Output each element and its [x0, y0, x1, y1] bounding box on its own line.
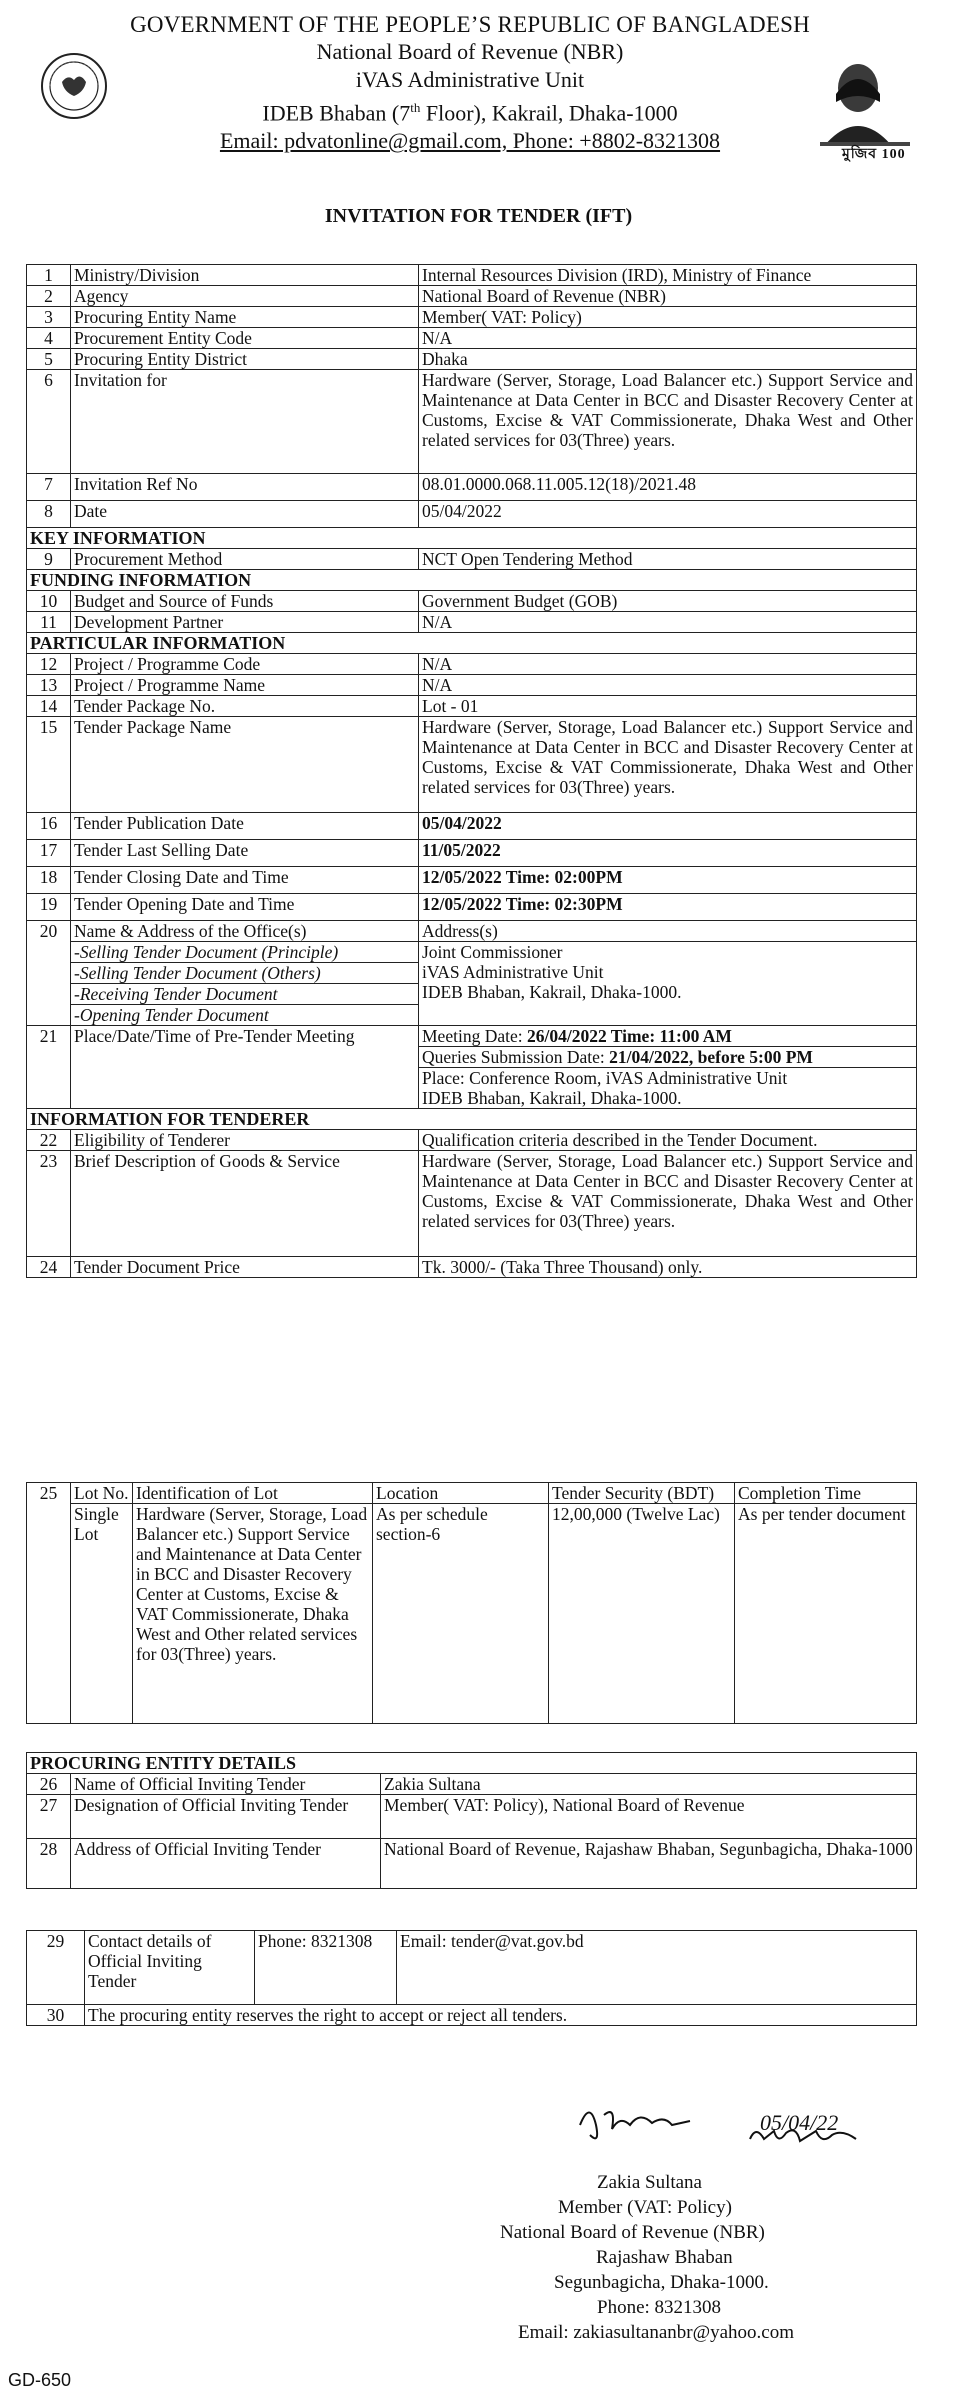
- meeting-datetime: 26/04/2022 Time: 11:00 AM: [526, 1026, 732, 1046]
- signatory-name: Zakia Sultana: [597, 2172, 702, 2193]
- row-number: 20: [27, 921, 71, 1026]
- table-row: [27, 2005, 917, 2026]
- signatory-designation: Member (VAT: Policy): [558, 2197, 732, 2218]
- row-label: Invitation for: [71, 370, 419, 474]
- row-label: Tender Publication Date: [71, 813, 419, 840]
- table-row: [27, 1839, 917, 1889]
- footer-code: GD-650: [8, 2370, 72, 2390]
- table-row: [27, 370, 917, 474]
- row-number: 25: [27, 1483, 71, 1724]
- government-seal-icon: [40, 52, 108, 120]
- section-heading: FUNDING INFORMATION: [27, 570, 917, 591]
- row-number: 22: [27, 1130, 71, 1151]
- row-label: Contact details of Official Inviting Tender: [85, 1931, 255, 2005]
- section-heading-row: [27, 1753, 917, 1774]
- signatory-email[interactable]: Email: zakiasultananbr@yahoo.com: [518, 2322, 795, 2343]
- table-row: [27, 1504, 917, 1724]
- office-address: IDEB Bhaban (7th Floor), Kakrail, Dhaka-1000: [262, 100, 678, 126]
- row-label: Address of Official Inviting Tender: [71, 1839, 381, 1889]
- row-label: Project / Programme Code: [71, 654, 419, 675]
- row-value: 12/05/2022 Time: 02:00PM: [419, 867, 917, 894]
- opening-label: -Opening Tender Document: [74, 1005, 269, 1025]
- column-header: Lot No.: [71, 1483, 133, 1504]
- section-heading: PROCURING ENTITY DETAILS: [27, 1753, 917, 1774]
- row-number: 5: [27, 349, 71, 370]
- emblem-text: মুজিব 100: [842, 147, 906, 162]
- row-number: 11: [27, 612, 71, 633]
- section-heading-row: [27, 1109, 917, 1130]
- row-label: Tender Document Price: [71, 1257, 419, 1278]
- lot-identification: Hardware (Server, Storage, Load Balancer etc.) Support Service and Maintenance at Data Center in BCC and Disaster Recovery Center at Customs, Excise & VAT Commissionerate, Dhaka West and Other related services for 03(Three) years.: [133, 1504, 373, 1724]
- row-value: NCT Open Tendering Method: [419, 549, 917, 570]
- signature-date: 05/04/22: [760, 2110, 839, 2135]
- row-label: Agency: [71, 286, 419, 307]
- table-row: [27, 549, 917, 570]
- row-number: 6: [27, 370, 71, 474]
- row-number: 18: [27, 867, 71, 894]
- tender-table: [26, 264, 917, 1278]
- lot-number: Single Lot: [71, 1504, 133, 1724]
- table-row: [27, 265, 917, 286]
- contact-line[interactable]: Email: pdvatonline@gmail.com, Phone: +8802-8321308: [219, 128, 721, 154]
- lot-table: [26, 1482, 917, 1724]
- lot-completion: As per tender document: [735, 1504, 917, 1724]
- row-number: 14: [27, 696, 71, 717]
- board-name: National Board of Revenue (NBR): [316, 39, 624, 64]
- signatory-phone: Phone: 8321308: [597, 2297, 722, 2318]
- row-value: 12/05/2022 Time: 02:30PM: [419, 894, 917, 921]
- row-value: Hardware (Server, Storage, Load Balancer etc.) Support Service and Maintenance at Data Center in BCC and Disaster Recovery Center at Customs, Excise & VAT Commissionerate, Dhaka West and Other related services for 03(Three) years.: [419, 1151, 917, 1257]
- signatory-organization: National Board of Revenue (NBR): [500, 2222, 765, 2243]
- row-number: 13: [27, 675, 71, 696]
- row-label: Tender Last Selling Date: [71, 840, 419, 867]
- table-row: [27, 1483, 917, 1504]
- queries-date: [419, 1047, 916, 1068]
- page-title: INVITATION FOR TENDER (IFT): [324, 205, 633, 227]
- table-row: [27, 591, 917, 612]
- table-row: [27, 501, 917, 528]
- table-row: [27, 1130, 917, 1151]
- row-value: Hardware (Server, Storage, Load Balancer etc.) Support Service and Maintenance at Data Center in BCC and Disaster Recovery Center at Customs, Excise & VAT Commissionerate, Dhaka West and Other related services for 03(Three) years.: [419, 370, 917, 474]
- row-value: N/A: [419, 328, 917, 349]
- meeting-cell: [419, 1026, 917, 1109]
- column-header: Completion Time: [735, 1483, 917, 1504]
- row-value: N/A: [419, 654, 917, 675]
- row-value: N/A: [419, 612, 917, 633]
- row-value: 05/04/2022: [419, 813, 917, 840]
- row-label: Procuring Entity Name: [71, 307, 419, 328]
- row-number: 23: [27, 1151, 71, 1257]
- section-heading: PARTICULAR INFORMATION: [27, 633, 917, 654]
- office-roles-cell: [71, 921, 419, 1026]
- table-row: [27, 349, 917, 370]
- row-label: Eligibility of Tenderer: [71, 1130, 419, 1151]
- selling-principle-label: -Selling Tender Document (Principle): [71, 942, 418, 963]
- row-number: 9: [27, 549, 71, 570]
- row-number: 15: [27, 717, 71, 813]
- receiving-label: -Receiving Tender Document: [71, 984, 418, 1005]
- row-label: Tender Package No.: [71, 696, 419, 717]
- row-label: Procurement Entity Code: [71, 328, 419, 349]
- row-label: Invitation Ref No: [71, 474, 419, 501]
- row-number: 17: [27, 840, 71, 867]
- office-address-cell: [419, 921, 917, 1026]
- table-row: [27, 1774, 917, 1795]
- lot-security: 12,00,000 (Twelve Lac): [549, 1504, 735, 1724]
- row-number: 21: [27, 1026, 71, 1109]
- government-title: GOVERNMENT OF THE PEOPLE’S REPUBLIC OF BANGLADESH: [130, 12, 810, 37]
- table-row: [27, 612, 917, 633]
- letterhead: [120, 12, 820, 155]
- meeting-place-address: IDEB Bhaban, Kakrail, Dhaka-1000.: [422, 1088, 682, 1108]
- table-row: [27, 328, 917, 349]
- row-value: 05/04/2022: [419, 501, 917, 528]
- row-label: Project / Programme Name: [71, 675, 419, 696]
- row-number: 2: [27, 286, 71, 307]
- row-label: Designation of Official Inviting Tender: [71, 1795, 381, 1839]
- lot-location: As per schedule section-6: [373, 1504, 549, 1724]
- row-label: Tender Closing Date and Time: [71, 867, 419, 894]
- table-row: [27, 1795, 917, 1839]
- table-row: [27, 675, 917, 696]
- row-value: Hardware (Server, Storage, Load Balancer etc.) Support Service and Maintenance at Data Center in BCC and Disaster Recovery Center at Customs, Excise & VAT Commissionerate, Dhaka West and Other related services for 03(Three) years.: [419, 717, 917, 813]
- table-row: [27, 1931, 917, 2005]
- column-header: Identification of Lot: [133, 1483, 373, 1504]
- table-row: [27, 1026, 917, 1109]
- row-value: Tk. 3000/- (Taka Three Thousand) only.: [419, 1257, 917, 1278]
- row-value: Government Budget (GOB): [419, 591, 917, 612]
- row-number: 29: [27, 1931, 85, 2005]
- row-label: Procuring Entity District: [71, 349, 419, 370]
- row-value: Dhaka: [419, 349, 917, 370]
- table-row: [27, 813, 917, 840]
- row-value: Member( VAT: Policy), National Board of Revenue: [381, 1795, 917, 1839]
- address-line: IDEB Bhaban, Kakrail, Dhaka-1000.: [422, 982, 682, 1002]
- table-row: [27, 654, 917, 675]
- row-value: N/A: [419, 675, 917, 696]
- row-value: Qualification criteria described in the Tender Document.: [419, 1130, 917, 1151]
- row-number: 8: [27, 501, 71, 528]
- row-number: 4: [27, 328, 71, 349]
- section-heading-row: [27, 633, 917, 654]
- table-row: [27, 921, 917, 1026]
- row-number: 30: [27, 2005, 85, 2026]
- table-row: [27, 1151, 917, 1257]
- table-row: [27, 1257, 917, 1278]
- row-number: 1: [27, 265, 71, 286]
- row-number: 12: [27, 654, 71, 675]
- column-header: Location: [373, 1483, 549, 1504]
- meeting-date: [419, 1026, 916, 1047]
- table-row: [27, 307, 917, 328]
- row-number: 10: [27, 591, 71, 612]
- row-label: Ministry/Division: [71, 265, 419, 286]
- table-row: [27, 286, 917, 307]
- section-heading-row: [27, 528, 917, 549]
- row-number: 24: [27, 1257, 71, 1278]
- unit-name: iVAS Administrative Unit: [355, 67, 585, 92]
- queries-datetime: 21/04/2022, before 5:00 PM: [609, 1047, 813, 1067]
- row-value: 08.01.0000.068.11.005.12(18)/2021.48: [419, 474, 917, 501]
- row-value: National Board of Revenue, Rajashaw Bhaban, Segunbagicha, Dhaka-1000: [381, 1839, 917, 1889]
- signatory-address-1: Rajashaw Bhaban: [596, 2247, 733, 2268]
- row-value: National Board of Revenue (NBR): [419, 286, 917, 307]
- row-number: 16: [27, 813, 71, 840]
- row-label: Budget and Source of Funds: [71, 591, 419, 612]
- row-label: Name & Address of the Office(s): [71, 921, 418, 942]
- row-label: Date: [71, 501, 419, 528]
- row-number: 7: [27, 474, 71, 501]
- table-row: [27, 867, 917, 894]
- row-number: 26: [27, 1774, 71, 1795]
- table-row: [27, 840, 917, 867]
- section-heading: INFORMATION FOR TENDERER: [27, 1109, 917, 1130]
- section-heading-row: [27, 570, 917, 591]
- table-row: [27, 894, 917, 921]
- contact-email[interactable]: Email: tender@vat.gov.bd: [397, 1931, 917, 2005]
- address-heading: Address(s): [419, 921, 916, 942]
- section-heading: KEY INFORMATION: [27, 528, 917, 549]
- row-label: Name of Official Inviting Tender: [71, 1774, 381, 1795]
- meeting-prefix: Meeting Date:: [422, 1026, 527, 1046]
- row-value: Member( VAT: Policy): [419, 307, 917, 328]
- row-value: The procuring entity reserves the right to accept or reject all tenders.: [85, 2005, 917, 2026]
- address-line: Joint Commissioner: [422, 942, 563, 962]
- row-label: Procurement Method: [71, 549, 419, 570]
- meeting-place: Place: Conference Room, iVAS Administrative Unit: [422, 1068, 788, 1088]
- row-value: Lot - 01: [419, 696, 917, 717]
- address-line: iVAS Administrative Unit: [422, 962, 604, 982]
- column-header: Tender Security (BDT): [549, 1483, 735, 1504]
- row-label: Brief Description of Goods & Service: [71, 1151, 419, 1257]
- table-row: [27, 696, 917, 717]
- selling-others-label: -Selling Tender Document (Others): [71, 963, 418, 984]
- signatory-address-2: Segunbagicha, Dhaka-1000.: [554, 2272, 769, 2293]
- row-value: 11/05/2022: [419, 840, 917, 867]
- queries-prefix: Queries Submission Date:: [422, 1047, 610, 1067]
- table-row: [27, 474, 917, 501]
- table-row: [27, 717, 917, 813]
- row-label: Tender Package Name: [71, 717, 419, 813]
- contact-table: [26, 1930, 917, 2026]
- row-number: 27: [27, 1795, 71, 1839]
- procuring-entity-table: [26, 1752, 917, 1889]
- row-number: 28: [27, 1839, 71, 1889]
- row-label: Development Partner: [71, 612, 419, 633]
- row-label: Tender Opening Date and Time: [71, 894, 419, 921]
- contact-phone: Phone: 8321308: [255, 1931, 397, 2005]
- row-label: Place/Date/Time of Pre-Tender Meeting: [71, 1026, 419, 1109]
- row-value: Zakia Sultana: [381, 1774, 917, 1795]
- row-value: Internal Resources Division (IRD), Ministry of Finance: [419, 265, 917, 286]
- row-number: 19: [27, 894, 71, 921]
- row-number: 3: [27, 307, 71, 328]
